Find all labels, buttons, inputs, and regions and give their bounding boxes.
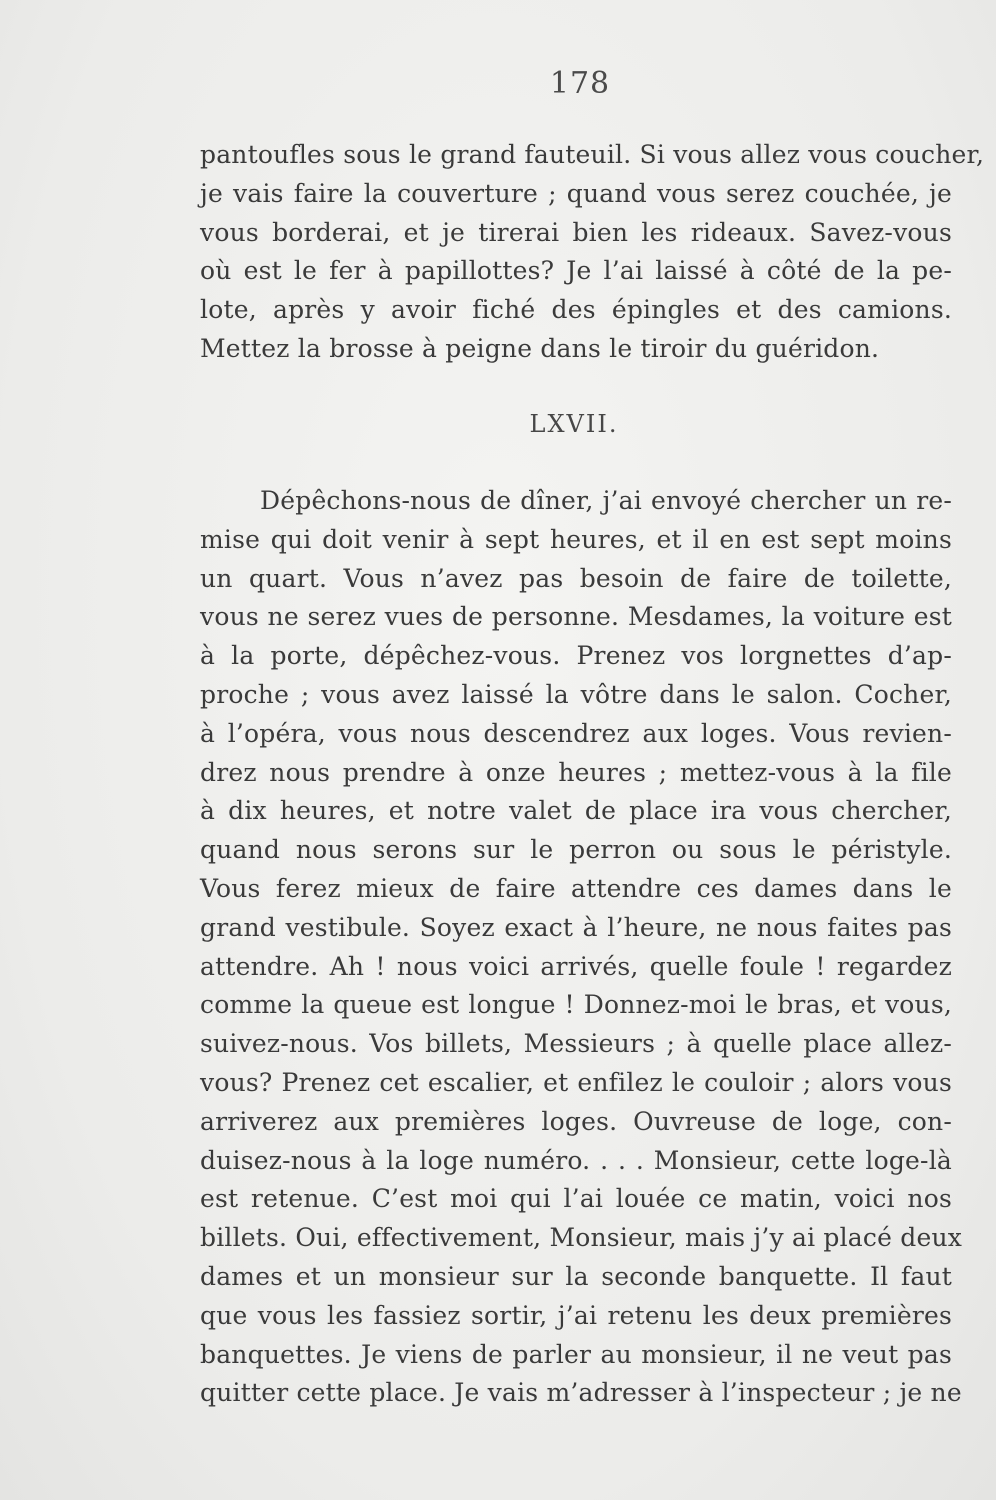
text-line: quand nous serons sur le perron ou sous le péristyle. <box>200 835 952 865</box>
text-line: comme la queue est longue ! Donnez-moi le bras, et vous, <box>200 990 952 1020</box>
text-line: vous ne serez vues de personne. Mesdames, la voiture est <box>200 602 952 632</box>
section-heading: LXVII. <box>529 410 619 438</box>
text-line: vous borderai, et je tirerai bien les rideaux. Savez-vous <box>200 217 952 247</box>
page-number: 178 <box>549 66 611 101</box>
text-line: duisez-nous à la loge numéro. . . . Monsieur, cette loge-là <box>200 1145 952 1175</box>
text-line: mise qui doit venir à sept heures, et il en est sept moins <box>200 524 952 554</box>
text-line: drez nous prendre à onze heures ; mettez-vous à la file <box>200 757 952 787</box>
text-line: je vais faire la couverture ; quand vous serez couchée, je <box>200 178 952 208</box>
text-line: Dépêchons-nous de dîner, j’ai envoyé chercher un re- <box>260 486 952 515</box>
text-line: est retenue. C’est moi qui l’ai louée ce matin, voici nos <box>200 1184 952 1214</box>
text-line: où est le fer à papillottes? Je l’ai laissé à côté de la pe- <box>200 256 952 286</box>
text-line: dames et un monsieur sur la seconde banquette. Il faut <box>200 1261 952 1291</box>
top-paragraph <box>200 136 985 369</box>
text-line: un quart. Vous n’avez pas besoin de faire de toilette, <box>200 563 952 593</box>
text-line: quitter cette place. Je vais m’adresser à l’inspecteur ; je ne <box>200 1378 962 1408</box>
text-line: arriverez aux premières loges. Ouvreuse de loge, con- <box>200 1106 952 1136</box>
text-line: proche ; vous avez laissé la vôtre dans le salon. Cocher, <box>200 679 952 709</box>
text-line: lote, après y avoir fiché des épingles et des camions. <box>200 295 952 325</box>
text-line: vous? Prenez cet escalier, et enfilez le couloir ; alors vous <box>200 1067 952 1097</box>
main-paragraph <box>200 482 963 1413</box>
text-line: pantoufles sous le grand fauteuil. Si vous allez vous coucher, <box>200 140 985 169</box>
text-line: grand vestibule. Soyez exact à l’heure, ne nous faites pas <box>200 912 952 942</box>
text-line: Vous ferez mieux de faire attendre ces dames dans le <box>200 873 952 903</box>
text-line: à la porte, dépêchez-vous. Prenez vos lorgnettes d’ap- <box>200 641 952 671</box>
text-line: à l’opéra, vous nous descendrez aux loges. Vous revien- <box>200 718 952 748</box>
text-line: Mettez la brosse à peigne dans le tiroir du guéridon. <box>200 333 880 363</box>
text-line: attendre. Ah ! nous voici arrivés, quelle foule ! regardez <box>200 951 952 981</box>
text-line: banquettes. Je viens de parler au monsieur, il ne veut pas <box>200 1339 952 1369</box>
text-line: que vous les fassiez sortir, j’ai retenu les deux premières <box>200 1300 952 1330</box>
text-line: à dix heures, et notre valet de place ira vous chercher, <box>200 796 952 826</box>
text-line: suivez-nous. Vos billets, Messieurs ; à quelle place allez- <box>200 1029 952 1059</box>
text-line: billets. Oui, effectivement, Monsieur, mais j’y ai placé deux <box>200 1223 963 1253</box>
